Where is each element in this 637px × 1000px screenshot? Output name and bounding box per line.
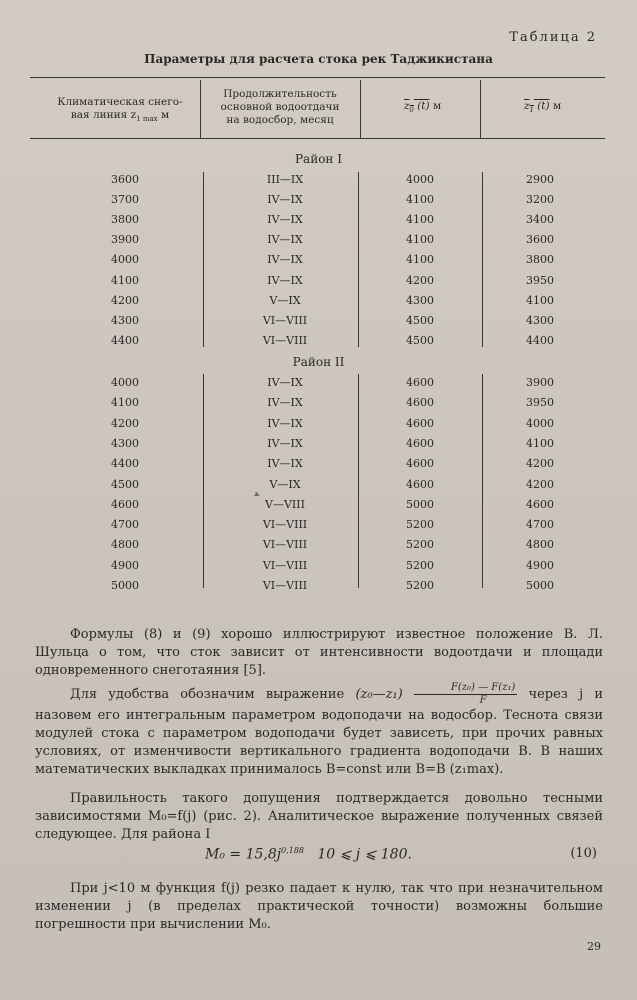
table-row bbox=[0, 294, 637, 313]
paragraph-2: Для удобства обозначим выражение (z₀—z₁) $\frac{\text{F(z₀) — F(z₁)}}{F}$ через j и назовем его интегральным параметром водоподачи на водосбор. Теснота связи модулей стока с параметром водоподачи будет зависеть, при прочих равных условиях, от изменчивости вертикального градиента водоподачи B. В наших математических выкладках принималось B=const или B=B (z₁max). bbox=[35, 682, 603, 777]
duration-cell: IV—IX bbox=[267, 233, 303, 247]
z0-cell: 4100 bbox=[406, 233, 434, 247]
z1-cell: 4700 bbox=[526, 518, 554, 532]
z1-cell: 4900 bbox=[526, 558, 554, 572]
fraction: $\frac{\text{F(z₀) — F(z₁)}}{F}$ bbox=[414, 682, 517, 707]
table-title: Параметры для расчета стока рек Таджикистана bbox=[144, 52, 493, 66]
z1-cell: 3900 bbox=[526, 376, 554, 389]
z1-cell: 4200 bbox=[526, 477, 554, 491]
formula-10: $M_0 = 15,8j^{0,188}$ 10 ⩽ j ⩽ 180. (10) bbox=[205, 846, 597, 863]
duration-cell: VI—VIII bbox=[262, 579, 308, 592]
z1-cell: 2900 bbox=[526, 173, 554, 186]
z0-cell: 5200 bbox=[406, 538, 434, 552]
duration-cell: IV—IX bbox=[267, 457, 303, 471]
z0-cell: 5200 bbox=[406, 558, 434, 572]
table-row bbox=[0, 396, 637, 415]
z0-cell: 4600 bbox=[406, 396, 434, 410]
z0-cell: 4600 bbox=[406, 416, 434, 430]
z0-cell: 4600 bbox=[406, 376, 434, 389]
snow-line-cell: 4600 bbox=[111, 497, 139, 511]
z1-cell: 4100 bbox=[526, 436, 554, 450]
body-divider-3 bbox=[482, 172, 483, 347]
duration-cell: V—VIII bbox=[265, 497, 305, 511]
snow-line-cell: 3900 bbox=[111, 233, 139, 247]
snow-line-cell: 3600 bbox=[111, 173, 139, 186]
snow-line-cell: 4000 bbox=[111, 376, 139, 389]
z1-cell: 4300 bbox=[526, 313, 554, 327]
table-row bbox=[0, 559, 637, 578]
z0-cell: 5200 bbox=[406, 518, 434, 532]
duration-cell: III—IX bbox=[266, 173, 304, 186]
snow-line-cell: 3700 bbox=[111, 193, 139, 207]
table-row bbox=[0, 518, 637, 537]
duration-cell: V—IX bbox=[269, 477, 301, 491]
table-row bbox=[0, 579, 637, 598]
z1-cell: 3200 bbox=[526, 193, 554, 207]
duration-cell: IV—IX bbox=[267, 416, 303, 430]
z1-cell: 3600 bbox=[526, 233, 554, 247]
body-divider-1 bbox=[203, 172, 204, 347]
header-z1: $z_1$ (t) м bbox=[523, 100, 562, 115]
duration-cell: IV—IX bbox=[267, 213, 303, 227]
z0-cell: 4500 bbox=[406, 333, 434, 347]
snow-line-cell: 4300 bbox=[111, 313, 139, 327]
region-title: Район I bbox=[294, 152, 342, 166]
snow-line-cell: 4700 bbox=[111, 518, 139, 532]
z0-cell: 4600 bbox=[406, 436, 434, 450]
snow-line-cell: 3800 bbox=[111, 213, 139, 227]
body-divider-1 bbox=[203, 374, 204, 588]
body-divider-3 bbox=[482, 374, 483, 588]
snow-line-cell: 4400 bbox=[111, 333, 139, 347]
z0-cell: 4600 bbox=[406, 457, 434, 471]
duration-cell: IV—IX bbox=[267, 436, 303, 450]
z0-cell: 4100 bbox=[406, 193, 434, 207]
z1-cell: 3400 bbox=[526, 213, 554, 227]
z1-cell: 4600 bbox=[526, 497, 554, 511]
snow-line-cell: 4100 bbox=[111, 273, 139, 287]
footnote-mark: ѫ bbox=[254, 491, 260, 498]
header-bottom-rule bbox=[30, 138, 605, 139]
snow-line-cell: 4000 bbox=[111, 253, 139, 267]
z1-cell: 4000 bbox=[526, 416, 554, 430]
table-row bbox=[0, 538, 637, 557]
duration-cell: VI—VIII bbox=[262, 333, 308, 347]
duration-cell: IV—IX bbox=[267, 193, 303, 207]
z0-cell: 4000 bbox=[406, 173, 434, 186]
header-divider-1 bbox=[200, 80, 201, 138]
table-row bbox=[0, 457, 637, 476]
table-row bbox=[0, 173, 637, 192]
duration-cell: VI—VIII bbox=[262, 518, 308, 532]
header-duration: Продолжительность основной водоотдачи на водосбор, месяц bbox=[220, 88, 340, 126]
z1-cell: 4200 bbox=[526, 457, 554, 471]
duration-cell: IV—IX bbox=[267, 273, 303, 287]
duration-cell: IV—IX bbox=[267, 376, 303, 389]
z0-cell: 4300 bbox=[406, 293, 434, 307]
formula-number: (10) bbox=[570, 846, 597, 861]
table-top-rule bbox=[30, 77, 605, 78]
table-row bbox=[0, 334, 637, 353]
duration-cell: VI—VIII bbox=[262, 558, 308, 572]
paragraph-4: При j<10 м функция f(j) резко падает к нулю, так что при незначительном изменении j (в пределах практической точности) возможны большие погрешности при вычислении M₀. bbox=[35, 881, 603, 932]
header-divider-2 bbox=[360, 80, 361, 138]
snow-line-cell: 4100 bbox=[111, 396, 139, 410]
body-divider-2 bbox=[358, 172, 359, 347]
table-row bbox=[0, 253, 637, 272]
z1-cell: 4100 bbox=[526, 293, 554, 307]
body-divider-2 bbox=[358, 374, 359, 588]
table-row bbox=[0, 213, 637, 232]
table-row bbox=[0, 478, 637, 497]
z1-cell: 5000 bbox=[526, 579, 554, 592]
z1-cell: 4400 bbox=[526, 333, 554, 347]
header-snow-line: Климатическая снего- вая линия $z_{1 max}$ м bbox=[57, 96, 183, 124]
snow-line-cell: 4500 bbox=[111, 477, 139, 491]
z1-cell: 4800 bbox=[526, 538, 554, 552]
table-label: Таблица 2 bbox=[509, 30, 597, 45]
table-row bbox=[0, 437, 637, 456]
paragraph-3: Правильность такого допущения подтверждается довольно тесными зависимостями M₀=f(j) (рис. 2). Аналитическое выражение полученных связей следующее. Для района I bbox=[35, 791, 603, 842]
z0-cell: 5000 bbox=[406, 497, 434, 511]
z1-cell: 3800 bbox=[526, 253, 554, 267]
table-row bbox=[0, 274, 637, 293]
z0-cell: 4100 bbox=[406, 213, 434, 227]
z1-cell: 3950 bbox=[526, 396, 554, 410]
duration-cell: VI—VIII bbox=[262, 313, 308, 327]
duration-cell: IV—IX bbox=[267, 253, 303, 267]
snow-line-cell: 4400 bbox=[111, 457, 139, 471]
table-row bbox=[0, 193, 637, 212]
duration-cell: VI—VIII bbox=[262, 538, 308, 552]
region-title: Район II bbox=[292, 355, 345, 369]
duration-cell: IV—IX bbox=[267, 396, 303, 410]
paragraph-1: Формулы (8) и (9) хорошо иллюстрируют известное положение В. Л. Шульца о том, что сток зависит от интенсивности водоотдачи и площади одновременного снеготаяния [5]. bbox=[35, 627, 603, 678]
snow-line-cell: 4300 bbox=[111, 436, 139, 450]
header-z0: $z_0$ (t) м bbox=[403, 100, 442, 115]
duration-cell: V—IX bbox=[269, 293, 301, 307]
snow-line-cell: 4800 bbox=[111, 538, 139, 552]
z1-cell: 3950 bbox=[526, 273, 554, 287]
page-number: 29 bbox=[587, 940, 601, 953]
snow-line-cell: 4900 bbox=[111, 558, 139, 572]
table-row bbox=[0, 417, 637, 436]
snow-line-cell: 4200 bbox=[111, 416, 139, 430]
table-row bbox=[0, 376, 637, 395]
z0-cell: 4600 bbox=[406, 477, 434, 491]
z0-cell: 4200 bbox=[406, 273, 434, 287]
z0-cell: 4500 bbox=[406, 313, 434, 327]
header-divider-3 bbox=[480, 80, 481, 138]
snow-line-cell: 5000 bbox=[111, 579, 139, 592]
table-row bbox=[0, 233, 637, 252]
z0-cell: 4100 bbox=[406, 253, 434, 267]
snow-line-cell: 4200 bbox=[111, 293, 139, 307]
table-row bbox=[0, 314, 637, 333]
table-row bbox=[0, 498, 637, 517]
z0-cell: 5200 bbox=[406, 579, 434, 592]
